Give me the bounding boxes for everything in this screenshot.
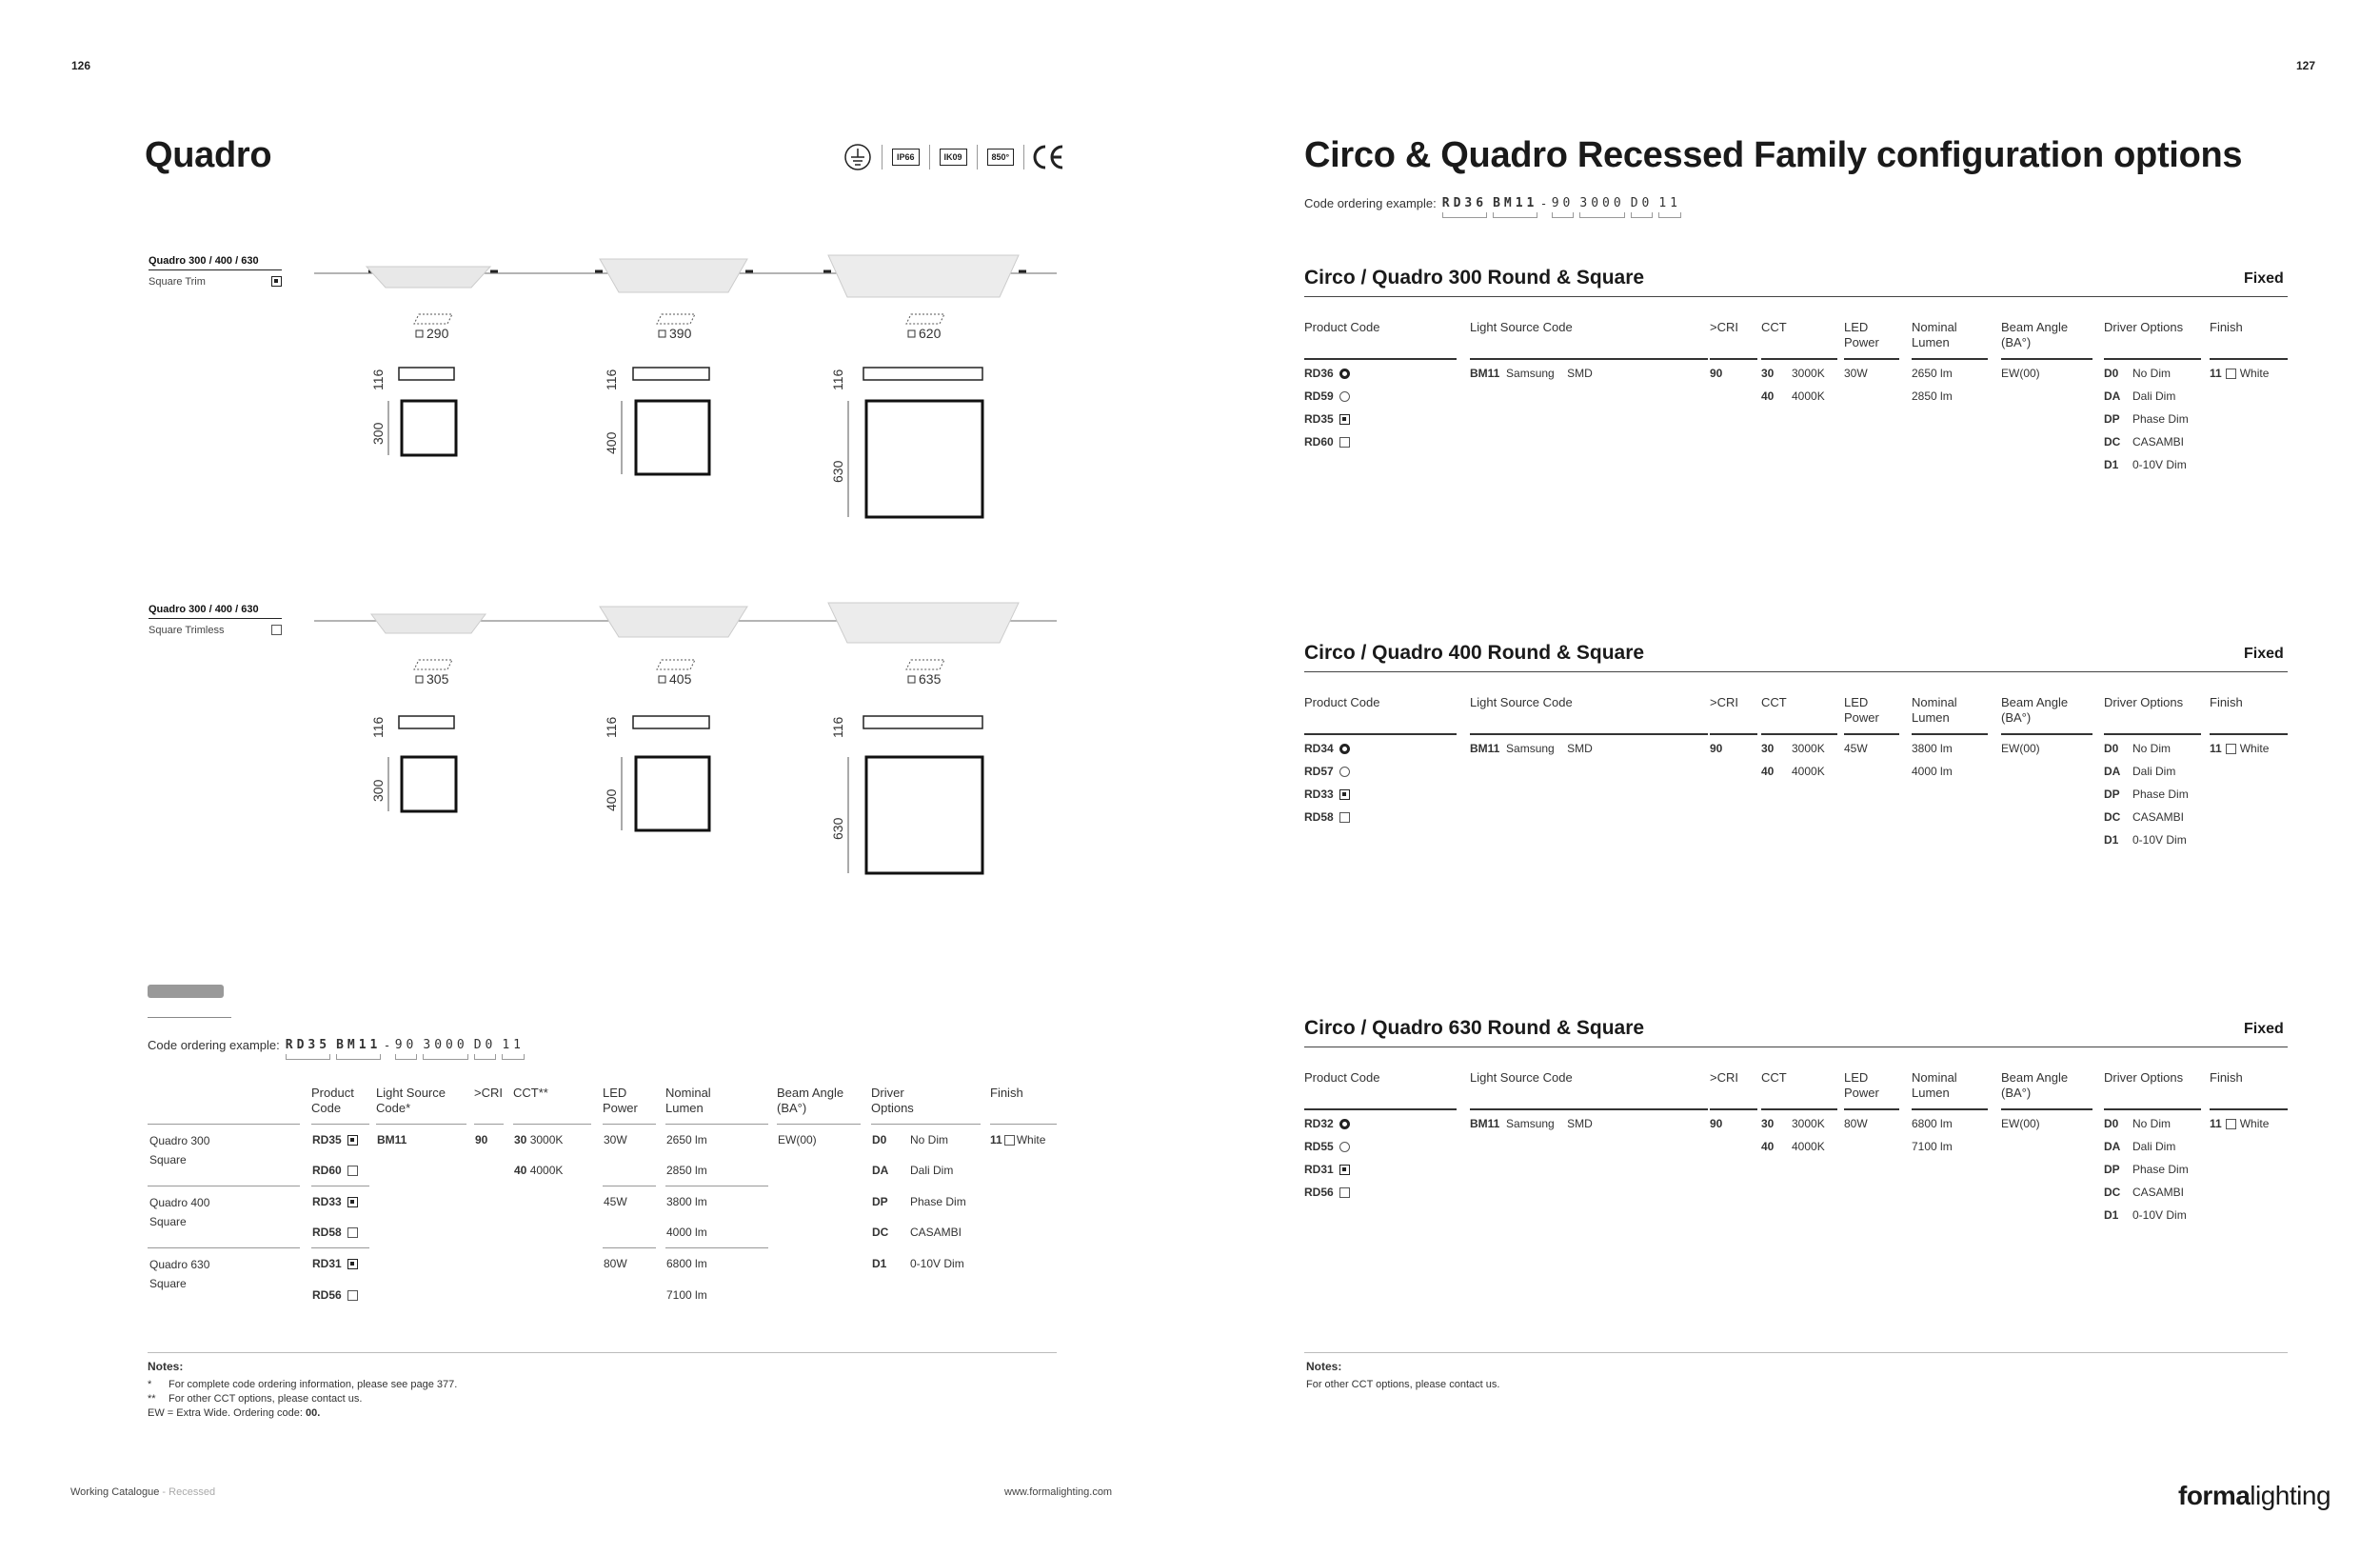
beam-value: EW(00) bbox=[778, 1133, 817, 1146]
right-lumen: 3800 lm bbox=[1912, 742, 1953, 755]
right-product-code: RD56 bbox=[1304, 1186, 1350, 1199]
page-number-right: 127 bbox=[2296, 59, 2316, 72]
finish-value: 11 White bbox=[990, 1133, 1046, 1146]
right-product-code: RD32 bbox=[1304, 1117, 1350, 1130]
driver-dp: DP Phase Dim bbox=[872, 1195, 966, 1208]
rh-light_source: Light Source Code bbox=[1470, 320, 1573, 334]
lh-cri: >CRI bbox=[474, 1086, 503, 1100]
right-product-code: RD33 bbox=[1304, 787, 1350, 801]
right-lumen: 4000 lm bbox=[1912, 765, 1953, 778]
right-beam: EW(00) bbox=[2001, 1117, 2040, 1130]
right-cct: 30 3000K bbox=[1761, 1117, 1825, 1130]
code-part: RD36 bbox=[1441, 196, 1488, 210]
row1-code-b: RD60 bbox=[312, 1164, 358, 1177]
right-light-source: BM11 Samsung SMD bbox=[1470, 742, 1593, 755]
lh-driver: Driver Options bbox=[871, 1086, 914, 1115]
note-2: ** For other CCT options, please contact us. bbox=[148, 1393, 363, 1405]
right-product-code: RD60 bbox=[1304, 435, 1350, 449]
right-driver: D0 No Dim bbox=[2104, 367, 2172, 380]
row2-name: Quadro 400 Square bbox=[149, 1196, 210, 1228]
right-cri: 90 bbox=[1710, 1117, 1723, 1130]
ground-icon bbox=[843, 143, 872, 171]
right-driver: DC CASAMBI bbox=[2104, 435, 2185, 449]
row3-power: 80W bbox=[604, 1257, 627, 1270]
code-part: 11 bbox=[1658, 196, 1681, 210]
section1-label bbox=[149, 255, 282, 288]
square-trim-icon bbox=[271, 276, 282, 287]
rh-finish: Finish bbox=[2210, 1070, 2243, 1085]
lh-light: Light Source Code* bbox=[376, 1086, 446, 1115]
ip66-badge: IP66 bbox=[892, 149, 920, 166]
left-spec-table bbox=[148, 1086, 1057, 1314]
right-section-divider bbox=[1304, 296, 2288, 297]
height-116-a: 116 bbox=[370, 369, 386, 390]
code-part: BM11 bbox=[1493, 196, 1538, 210]
right-power: 80W bbox=[1844, 1117, 1868, 1130]
section1-name: Quadro 300 / 400 / 630 bbox=[149, 255, 282, 270]
light-source-code: BM11 bbox=[377, 1133, 407, 1146]
right-cri: 90 bbox=[1710, 367, 1723, 380]
height-116-b: 116 bbox=[604, 369, 619, 390]
page-title-left: Quadro bbox=[145, 135, 272, 175]
row1-lumen-b: 2850 lm bbox=[666, 1164, 707, 1177]
code-part: BM11 bbox=[336, 1038, 382, 1052]
right-product-code: RD55 bbox=[1304, 1140, 1350, 1153]
rh-lumen: Nominal Lumen bbox=[1912, 695, 1957, 725]
row1-power: 30W bbox=[604, 1133, 627, 1146]
lh-product: Product Code bbox=[311, 1086, 354, 1115]
row1-code-a: RD35 bbox=[312, 1133, 358, 1146]
section2-name: Quadro 300 / 400 / 630 bbox=[149, 604, 282, 619]
right-cri: 90 bbox=[1710, 742, 1723, 755]
right-section-title: Circo / Quadro 300 Round & Square bbox=[1304, 267, 1645, 289]
cri-value: 90 bbox=[475, 1133, 488, 1146]
left-notes-title: Notes: bbox=[148, 1360, 184, 1373]
right-lumen: 6800 lm bbox=[1912, 1117, 1953, 1130]
right-notes-divider bbox=[1304, 1352, 2288, 1353]
right-driver: DA Dali Dim bbox=[2104, 1140, 2176, 1153]
right-beam: EW(00) bbox=[2001, 367, 2040, 380]
right-notes-title: Notes: bbox=[1306, 1360, 1342, 1373]
right-section-divider bbox=[1304, 671, 2288, 672]
right-code-example bbox=[1304, 196, 1681, 218]
ce-mark-icon bbox=[1032, 143, 1066, 171]
driver-dc: DC CASAMBI bbox=[872, 1226, 962, 1239]
row2-power: 45W bbox=[604, 1195, 627, 1208]
right-driver: DA Dali Dim bbox=[2104, 389, 2176, 403]
code-part: 90 bbox=[1551, 196, 1575, 210]
section2-trim: Square Trimless bbox=[149, 625, 225, 636]
right-light-source: BM11 Samsung SMD bbox=[1470, 367, 1593, 380]
rh-beam: Beam Angle (BA°) bbox=[2001, 1070, 2069, 1100]
lh-finish: Finish bbox=[990, 1086, 1023, 1100]
rh-cri: >CRI bbox=[1710, 1070, 1738, 1085]
rh-driver: Driver Options bbox=[2104, 695, 2184, 709]
code-part: D0 bbox=[473, 1038, 497, 1052]
rh-beam: Beam Angle (BA°) bbox=[2001, 695, 2069, 725]
rh-light_source: Light Source Code bbox=[1470, 1070, 1573, 1085]
left-notes-divider bbox=[148, 1352, 1057, 1353]
code-part: 3000 bbox=[423, 1038, 468, 1052]
right-driver: DC CASAMBI bbox=[2104, 810, 2185, 824]
right-cct: 30 3000K bbox=[1761, 742, 1825, 755]
lh-cct: CCT** bbox=[513, 1086, 548, 1100]
left-notes bbox=[148, 1360, 457, 1419]
right-product-code: RD36 bbox=[1304, 367, 1350, 380]
row3-lumen-a: 6800 lm bbox=[666, 1257, 707, 1270]
dim-405: 405 bbox=[669, 671, 692, 687]
lh-lumen: Nominal Lumen bbox=[665, 1086, 711, 1115]
right-product-code: RD35 bbox=[1304, 412, 1350, 426]
lh-beam: Beam Angle (BA°) bbox=[777, 1086, 844, 1115]
rh-driver: Driver Options bbox=[2104, 320, 2184, 334]
row1-name: Quadro 300 Square bbox=[149, 1134, 210, 1166]
right-lumen: 2850 lm bbox=[1912, 389, 1953, 403]
right-power: 45W bbox=[1844, 742, 1868, 755]
note-ew: EW = Extra Wide. Ordering code: 00. bbox=[148, 1407, 321, 1419]
section2-drawings bbox=[309, 597, 1061, 892]
size-400-b: 400 bbox=[604, 788, 619, 811]
row3-lumen-b: 7100 lm bbox=[666, 1288, 707, 1302]
row2-code-a: RD33 bbox=[312, 1195, 358, 1208]
right-driver: D0 No Dim bbox=[2104, 1117, 2172, 1130]
row3-code-a: RD31 bbox=[312, 1257, 358, 1270]
right-product-code: RD31 bbox=[1304, 1163, 1350, 1176]
rh-beam: Beam Angle (BA°) bbox=[2001, 320, 2069, 349]
dim-620: 620 bbox=[919, 326, 942, 341]
section1-trim: Square Trim bbox=[149, 276, 206, 288]
right-product-code: RD57 bbox=[1304, 765, 1350, 778]
rh-cct: CCT bbox=[1761, 1070, 1787, 1085]
lh-power: LED Power bbox=[603, 1086, 638, 1115]
right-driver: DP Phase Dim bbox=[2104, 787, 2189, 801]
size-630-b: 630 bbox=[830, 817, 845, 840]
right-notes bbox=[1306, 1360, 1499, 1390]
note-1: * For complete code ordering information, please see page 377. bbox=[148, 1379, 458, 1390]
certification-icons bbox=[843, 143, 1066, 171]
row3-code-b: RD56 bbox=[312, 1288, 358, 1302]
right-finish: 11 White bbox=[2210, 1117, 2270, 1130]
row2-lumen-a: 3800 lm bbox=[666, 1195, 707, 1208]
left-code-example bbox=[148, 1038, 525, 1060]
right-section-title: Circo / Quadro 630 Round & Square bbox=[1304, 1017, 1645, 1039]
section1-drawings bbox=[309, 249, 1061, 535]
glow-wire-badge: 850° bbox=[987, 149, 1015, 166]
right-product-code: RD34 bbox=[1304, 742, 1350, 755]
right-beam: EW(00) bbox=[2001, 742, 2040, 755]
right-section-fixed: Fixed bbox=[2244, 646, 2284, 662]
right-power: 30W bbox=[1844, 367, 1868, 380]
right-code-example-label: Code ordering example: bbox=[1304, 196, 1437, 210]
height-116-f: 116 bbox=[830, 716, 845, 738]
height-116-c: 116 bbox=[830, 369, 845, 390]
page-number-left: 126 bbox=[71, 59, 91, 72]
driver-d1: D1 0-10V Dim bbox=[872, 1257, 964, 1270]
right-section-title: Circo / Quadro 400 Round & Square bbox=[1304, 642, 1645, 664]
product-thumbnail bbox=[148, 985, 224, 998]
code-part: 11 bbox=[502, 1038, 525, 1052]
driver-da: DA Dali Dim bbox=[872, 1164, 954, 1177]
cct-30: 30 3000K bbox=[514, 1133, 564, 1146]
right-lumen: 7100 lm bbox=[1912, 1140, 1953, 1153]
right-product-code: RD58 bbox=[1304, 810, 1350, 824]
rh-cri: >CRI bbox=[1710, 320, 1738, 334]
rh-finish: Finish bbox=[2210, 320, 2243, 334]
height-116-d: 116 bbox=[370, 716, 386, 738]
right-cct: 30 3000K bbox=[1761, 367, 1825, 380]
row2-lumen-b: 4000 lm bbox=[666, 1226, 707, 1239]
right-note: For other CCT options, please contact us. bbox=[1306, 1379, 1500, 1390]
driver-d0: D0 No Dim bbox=[872, 1133, 949, 1146]
right-driver: DA Dali Dim bbox=[2104, 765, 2176, 778]
right-driver: DP Phase Dim bbox=[2104, 412, 2189, 426]
right-product-code: RD59 bbox=[1304, 389, 1350, 403]
footer-url[interactable]: www.formalighting.com bbox=[1004, 1486, 1113, 1498]
code-dash: - bbox=[385, 1038, 389, 1052]
rh-driver: Driver Options bbox=[2104, 1070, 2184, 1085]
rh-product_code: Product Code bbox=[1304, 1070, 1380, 1085]
right-driver: D1 0-10V Dim bbox=[2104, 458, 2187, 471]
rh-led_power: LED Power bbox=[1844, 1070, 1879, 1100]
cct-40: 40 4000K bbox=[514, 1164, 564, 1177]
dim-390: 390 bbox=[669, 326, 692, 341]
right-section-fixed: Fixed bbox=[2244, 1021, 2284, 1037]
left-code-example-label: Code ordering example: bbox=[148, 1038, 280, 1052]
row2-code-b: RD58 bbox=[312, 1226, 358, 1239]
row3-name: Quadro 630 Square bbox=[149, 1258, 210, 1290]
footer-left: Working Catalogue - Recessed bbox=[70, 1486, 216, 1498]
rh-cct: CCT bbox=[1761, 695, 1787, 709]
right-lumen: 2650 lm bbox=[1912, 367, 1953, 380]
row1-lumen-a: 2650 lm bbox=[666, 1133, 707, 1146]
thumbnail-divider bbox=[148, 1017, 231, 1018]
size-300-b: 300 bbox=[370, 779, 386, 802]
size-400-a: 400 bbox=[604, 431, 619, 454]
code-part: 3000 bbox=[1579, 196, 1625, 210]
right-cct: 40 4000K bbox=[1761, 765, 1825, 778]
rh-led_power: LED Power bbox=[1844, 320, 1879, 349]
rh-lumen: Nominal Lumen bbox=[1912, 320, 1957, 349]
right-driver: D1 0-10V Dim bbox=[2104, 1208, 2187, 1222]
right-driver: D0 No Dim bbox=[2104, 742, 2172, 755]
rh-product_code: Product Code bbox=[1304, 320, 1380, 334]
square-trimless-icon bbox=[271, 625, 282, 635]
right-light-source: BM11 Samsung SMD bbox=[1470, 1117, 1593, 1130]
right-finish: 11 White bbox=[2210, 742, 2270, 755]
dim-635: 635 bbox=[919, 671, 942, 687]
right-driver: DC CASAMBI bbox=[2104, 1186, 2185, 1199]
rh-lumen: Nominal Lumen bbox=[1912, 1070, 1957, 1100]
rh-cct: CCT bbox=[1761, 320, 1787, 334]
section2-label bbox=[149, 604, 282, 636]
rh-product_code: Product Code bbox=[1304, 695, 1380, 709]
code-dash: - bbox=[1541, 196, 1546, 210]
code-part: 90 bbox=[394, 1038, 418, 1052]
code-part: RD35 bbox=[285, 1038, 331, 1052]
brand-logo: formalighting bbox=[2178, 1481, 2331, 1510]
rh-led_power: LED Power bbox=[1844, 695, 1879, 725]
height-116-e: 116 bbox=[604, 716, 619, 738]
dim-290: 290 bbox=[426, 326, 449, 341]
size-300-a: 300 bbox=[370, 422, 386, 445]
right-cct: 40 4000K bbox=[1761, 389, 1825, 403]
code-part: D0 bbox=[1630, 196, 1654, 210]
right-finish: 11 White bbox=[2210, 367, 2270, 380]
ik09-badge: IK09 bbox=[940, 149, 967, 166]
rh-finish: Finish bbox=[2210, 695, 2243, 709]
right-section-fixed: Fixed bbox=[2244, 270, 2284, 287]
rh-light_source: Light Source Code bbox=[1470, 695, 1573, 709]
right-cct: 40 4000K bbox=[1761, 1140, 1825, 1153]
page-title-right: Circo & Quadro Recessed Family configuration options bbox=[1304, 135, 2243, 175]
right-driver: DP Phase Dim bbox=[2104, 1163, 2189, 1176]
size-630-a: 630 bbox=[830, 460, 845, 483]
rh-cri: >CRI bbox=[1710, 695, 1738, 709]
right-driver: D1 0-10V Dim bbox=[2104, 833, 2187, 847]
dim-305: 305 bbox=[426, 671, 449, 687]
